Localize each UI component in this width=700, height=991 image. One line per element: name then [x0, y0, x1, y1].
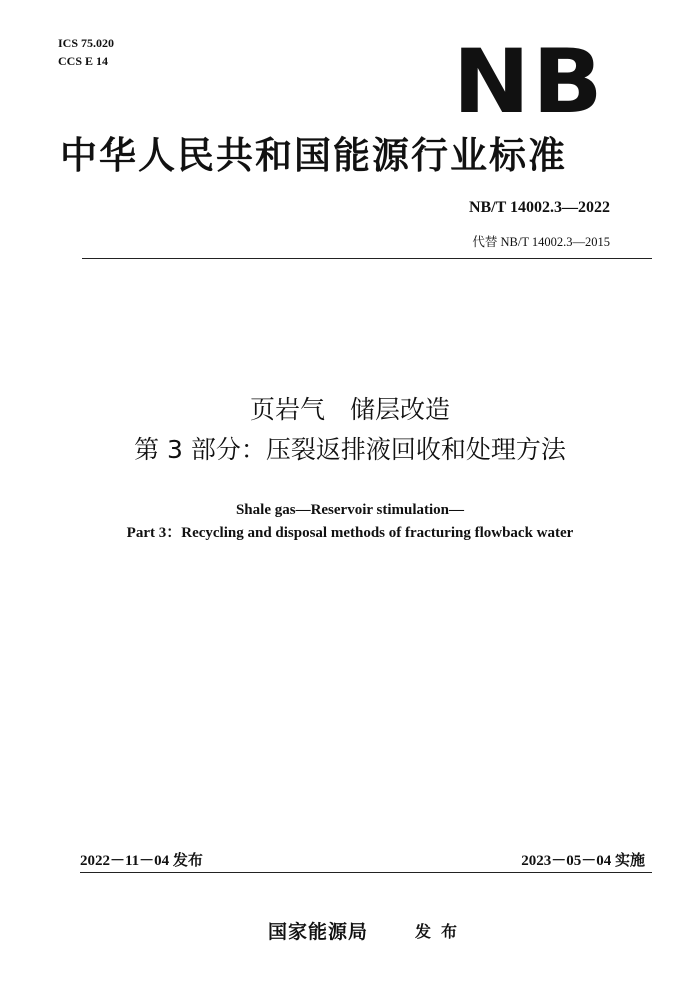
- title-cn-line1: 页岩气 储层改造: [249, 395, 450, 424]
- title-en-line1: Shale gas—Reservoir stimulation—: [235, 502, 465, 518]
- title-en-line2: Part 3：Recycling and disposal methods of fracturing flowback water: [126, 525, 574, 541]
- publish-label: 发布: [415, 922, 468, 941]
- nb-logo: NB: [453, 30, 605, 133]
- footer-divider: [80, 872, 652, 873]
- org-title: 中华人民共和国能源行业标准: [60, 134, 567, 177]
- classification-codes: [58, 34, 114, 70]
- standard-number: NB/T 14002.3—2022: [468, 199, 610, 216]
- title-cn-line2: 第 3 部分：压裂返排液回收和处理方法: [134, 435, 566, 464]
- header-divider: [82, 258, 652, 259]
- ics-code: ICS 75.020: [58, 36, 115, 50]
- ccs-code: CCS E 14: [58, 54, 109, 68]
- publisher-name: 国家能源局: [268, 921, 369, 943]
- issue-date: 2022－11－04 发布: [80, 853, 203, 869]
- implementation-date: 2023－05－04 实施: [521, 853, 645, 869]
- replaces-standard: 代替 NB/T 14002.3—2015: [472, 235, 610, 249]
